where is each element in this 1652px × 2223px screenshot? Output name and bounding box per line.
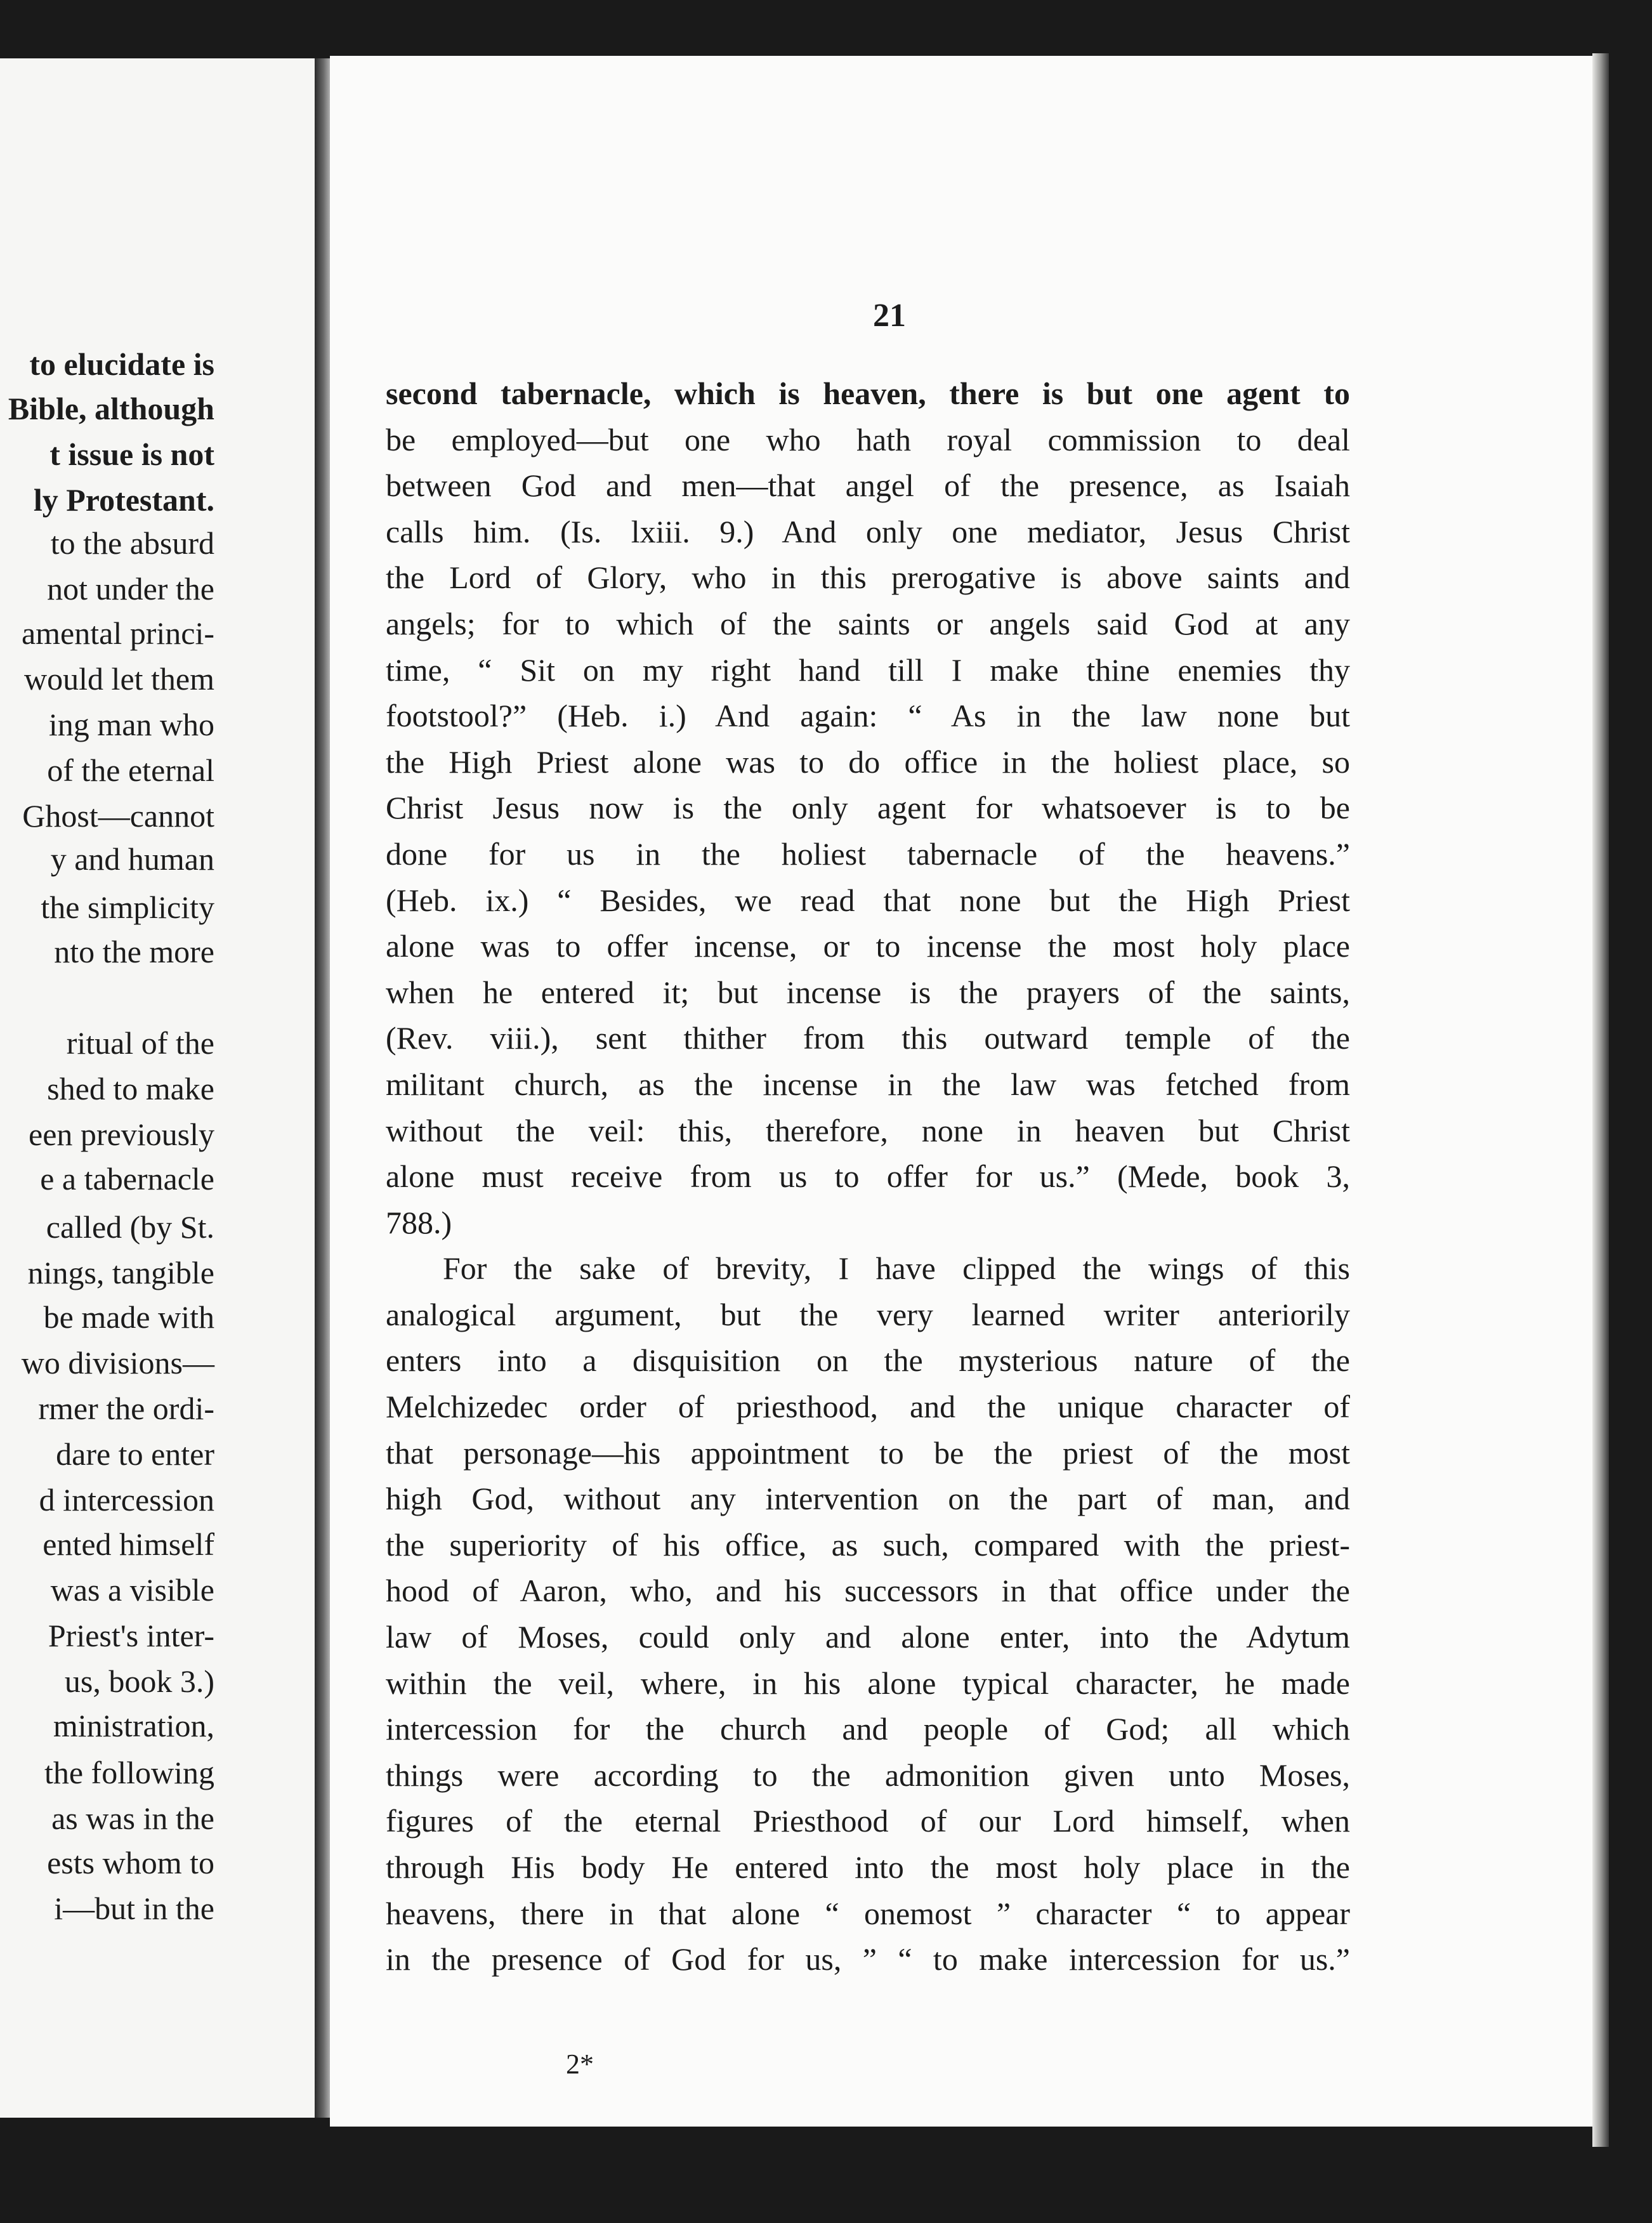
body-text-line: within the veil, where, in his alone typical character, he made xyxy=(386,1665,1350,1701)
body-text-line: angels; for to which of the saints or angels said God at any xyxy=(386,605,1350,641)
body-text-line: (Rev. viii.), sent thither from this outward temple of the xyxy=(386,1020,1350,1056)
left-page xyxy=(0,58,316,2118)
body-text-line: law of Moses, could only and alone enter, into the Adytum xyxy=(386,1619,1350,1655)
body-text-line: between God and men—that angel of the presence, as Isaiah xyxy=(386,468,1350,504)
left-text-line: shed to make xyxy=(47,1071,214,1106)
left-text-line: i—but in the xyxy=(54,1891,214,1926)
left-text-line: ministration, xyxy=(53,1708,214,1743)
body-text-line: calls him. (Is. lxiii. 9.) And only one mediator, Jesus Christ xyxy=(386,513,1350,549)
body-text-line: heavens, there in that alone “ onemost ” character “ to appear xyxy=(386,1895,1350,1931)
body-text-line: when he entered it; but incense is the prayers of the saints, xyxy=(386,974,1350,1010)
body-text-line: (Heb. ix.) “ Besides, we read that none but the High Priest xyxy=(386,882,1350,918)
left-text-line: ly Protestant. xyxy=(33,482,214,518)
left-text-line: was a visible xyxy=(50,1572,214,1608)
left-text-line: y and human xyxy=(50,841,214,877)
body-text-line: figures of the eternal Priesthood of our Lord himself, when xyxy=(386,1803,1350,1839)
body-text-line: the superiority of his office, as such, compared with the priest- xyxy=(386,1526,1350,1563)
body-text-line: intercession for the church and people of God; all which xyxy=(386,1711,1350,1747)
left-text-line: would let them xyxy=(24,661,214,697)
page-edge xyxy=(1592,53,1609,2147)
left-text-line: to the absurd xyxy=(50,525,214,561)
left-text-line: called (by St. xyxy=(46,1209,214,1245)
left-text-line: Ghost—cannot xyxy=(22,798,214,834)
left-text-line: be made with xyxy=(43,1299,214,1335)
body-text-line: enters into a disquisition on the mysterious nature of the xyxy=(386,1342,1350,1379)
left-text-line: the following xyxy=(44,1755,214,1790)
left-text-line: the simplicity xyxy=(41,889,214,925)
left-text-line: to elucidate is xyxy=(29,346,214,382)
left-text-line: as was in the xyxy=(51,1800,214,1836)
left-text-line: ing man who xyxy=(48,707,214,742)
signature-mark: 2* xyxy=(566,2049,594,2080)
body-text-line: without the veil: this, therefore, none in heaven but Christ xyxy=(386,1112,1350,1148)
body-text-line: things were according to the admonition given unto Moses, xyxy=(386,1757,1350,1793)
body-text xyxy=(386,370,1350,1983)
left-text-line: Bible, although xyxy=(8,391,214,426)
left-text-line: ented himself xyxy=(43,1526,214,1562)
left-text-line: een previously xyxy=(29,1117,214,1152)
left-text-line: nings, tangible xyxy=(27,1255,214,1290)
left-text-line: wo divisions— xyxy=(21,1345,214,1380)
left-text-line: rmer the ordi- xyxy=(38,1391,214,1426)
body-text-line: done for us in the holiest tabernacle of the heavens.” xyxy=(386,836,1350,872)
left-text-line: dare to enter xyxy=(56,1436,214,1472)
left-text-line: Priest's inter- xyxy=(48,1618,214,1653)
body-text-line: analogical argument, but the very learned writer anteriorily xyxy=(386,1296,1350,1332)
body-text-line: the Lord of Glory, who in this prerogative is above saints and xyxy=(386,560,1350,596)
body-text-line: through His body He entered into the most holy place in the xyxy=(386,1849,1350,1885)
left-text-line: ests whom to xyxy=(47,1845,214,1880)
left-text-line: nto the more xyxy=(54,934,214,969)
left-text-line: t issue is not xyxy=(49,436,214,472)
body-text-line: time, “ Sit on my right hand till I make thine enemies thy xyxy=(386,652,1350,688)
body-text-line: that personage—his appointment to be the priest of the most xyxy=(386,1434,1350,1471)
body-text-line: high God, without any intervention on the part of man, and xyxy=(386,1481,1350,1517)
body-text-line: alone must receive from us to offer for us.” (Mede, book 3, xyxy=(386,1158,1350,1195)
body-text-line: second tabernacle, which is heaven, there is but one agent to xyxy=(386,376,1350,411)
right-page xyxy=(330,56,1592,2127)
body-text-line: alone was to offer incense, or to incense the most holy place xyxy=(386,928,1350,964)
body-text-line: Christ Jesus now is the only agent for whatsoever is to be xyxy=(386,790,1350,826)
body-text-line: the High Priest alone was to do office in the holiest place, so xyxy=(386,744,1350,780)
left-text-line: of the eternal xyxy=(47,752,214,788)
body-text-line: For the sake of brevity, I have clipped the wings of this xyxy=(443,1250,1350,1287)
body-text-line: footstool?” (Heb. i.) And again: “ As in the law none but xyxy=(386,698,1350,734)
body-text-line: hood of Aaron, who, and his successors in that office under the xyxy=(386,1573,1350,1609)
body-text-line: 788.) xyxy=(386,1204,452,1240)
left-text-line: amental princi- xyxy=(21,615,214,651)
left-text-line: not under the xyxy=(47,571,214,607)
body-text-line: Melchizedec order of priesthood, and the unique character of xyxy=(386,1389,1350,1425)
body-text-line: militant church, as the incense in the law was fetched from xyxy=(386,1066,1350,1102)
left-text-line: e a tabernacle xyxy=(40,1161,214,1197)
body-text-line: in the presence of God for us, ” “ to make intercession for us.” xyxy=(386,1941,1350,1977)
left-text-line: d intercession xyxy=(39,1482,214,1518)
body-text-line: be employed—but one who hath royal commission to deal xyxy=(386,421,1350,457)
left-text-line: us, book 3.) xyxy=(64,1663,214,1699)
page-number: 21 xyxy=(873,298,906,334)
left-text-line: ritual of the xyxy=(66,1025,214,1061)
